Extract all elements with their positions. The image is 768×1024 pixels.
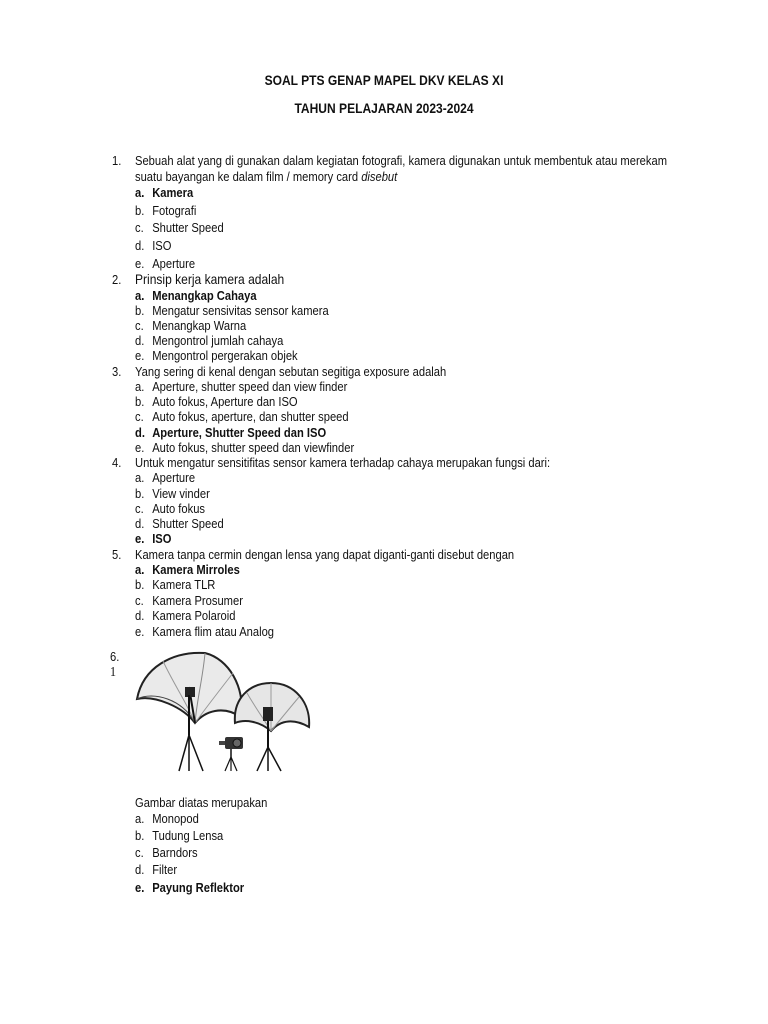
option-answer: e. Payung Reflektor xyxy=(135,880,245,895)
option: c. Barndors xyxy=(135,845,198,860)
option-answer: e. ISO xyxy=(135,531,172,546)
question-text: Prinsip kerja kamera adalah xyxy=(135,271,285,287)
option: a. Aperture, shutter speed dan view finder xyxy=(135,379,348,394)
option: b. Kamera TLR xyxy=(135,577,216,592)
option: a. Monopod xyxy=(135,811,199,826)
option-answer: a. Menangkap Cahaya xyxy=(135,288,257,303)
option: e. Mengontrol pergerakan objek xyxy=(135,348,298,363)
camera-tripod xyxy=(219,737,243,771)
option: c. Auto fokus xyxy=(135,501,206,516)
umbrella-left xyxy=(137,653,242,771)
option: b. Fotografi xyxy=(135,203,197,218)
option: b. Mengatur sensivitas sensor kamera xyxy=(135,303,329,318)
option: a. Aperture xyxy=(135,470,196,485)
option-answer: a. Kamera Mirroles xyxy=(135,562,240,577)
option: d. Shutter Speed xyxy=(135,516,224,531)
question-text: Gambar diatas merupakan xyxy=(135,795,268,810)
option-answer: a. Kamera xyxy=(135,185,194,200)
question-number: 5. xyxy=(112,547,122,562)
document-title: SOAL PTS GENAP MAPEL DKV KELAS XI xyxy=(264,72,504,88)
question-text: Untuk mengatur sensitifitas sensor kamera terhadap cahaya merupakan fungsi dari: xyxy=(135,455,551,470)
option: d. ISO xyxy=(135,238,172,253)
option: c. Auto fokus, aperture, dan shutter speed xyxy=(135,409,349,424)
question-subnumber: 1 xyxy=(110,665,117,680)
question-number: 4. xyxy=(112,455,122,470)
option: b. Tudung Lensa xyxy=(135,828,224,843)
option: b. Auto fokus, Aperture dan ISO xyxy=(135,394,298,409)
question-text: Kamera tanpa cermin dengan lensa yang dapat diganti-ganti disebut dengan xyxy=(135,547,515,562)
option: b. View vinder xyxy=(135,486,210,501)
umbrella-reflector-image xyxy=(133,647,313,773)
option: d. Kamera Polaroid xyxy=(135,608,236,623)
option: e. Aperture xyxy=(135,256,196,271)
option: e. Kamera flim atau Analog xyxy=(135,624,275,639)
option: e. Auto fokus, shutter speed dan viewfinder xyxy=(135,440,355,455)
option: d. Filter xyxy=(135,862,178,877)
document-subtitle: TAHUN PELAJARAN 2023-2024 xyxy=(294,100,474,116)
question-text-continued: suatu bayangan ke dalam film / memory card disebut xyxy=(135,169,398,184)
question-number: 1. xyxy=(112,153,122,168)
option: c. Menangkap Warna xyxy=(135,318,247,333)
option: c. Shutter Speed xyxy=(135,220,224,235)
option-answer: d. Aperture, Shutter Speed dan ISO xyxy=(135,425,327,440)
question-number: 6. xyxy=(110,649,120,664)
option: c. Kamera Prosumer xyxy=(135,593,243,608)
question-text: Sebuah alat yang di gunakan dalam kegiatan fotografi, kamera digunakan untuk membentuk atau merekam xyxy=(135,153,668,168)
umbrella-right xyxy=(235,683,309,771)
question-number: 3. xyxy=(112,364,122,379)
question-number: 2. xyxy=(112,272,122,287)
option: d. Mengontrol jumlah cahaya xyxy=(135,333,284,348)
question-text: Yang sering di kenal dengan sebutan segitiga exposure adalah xyxy=(135,364,447,379)
